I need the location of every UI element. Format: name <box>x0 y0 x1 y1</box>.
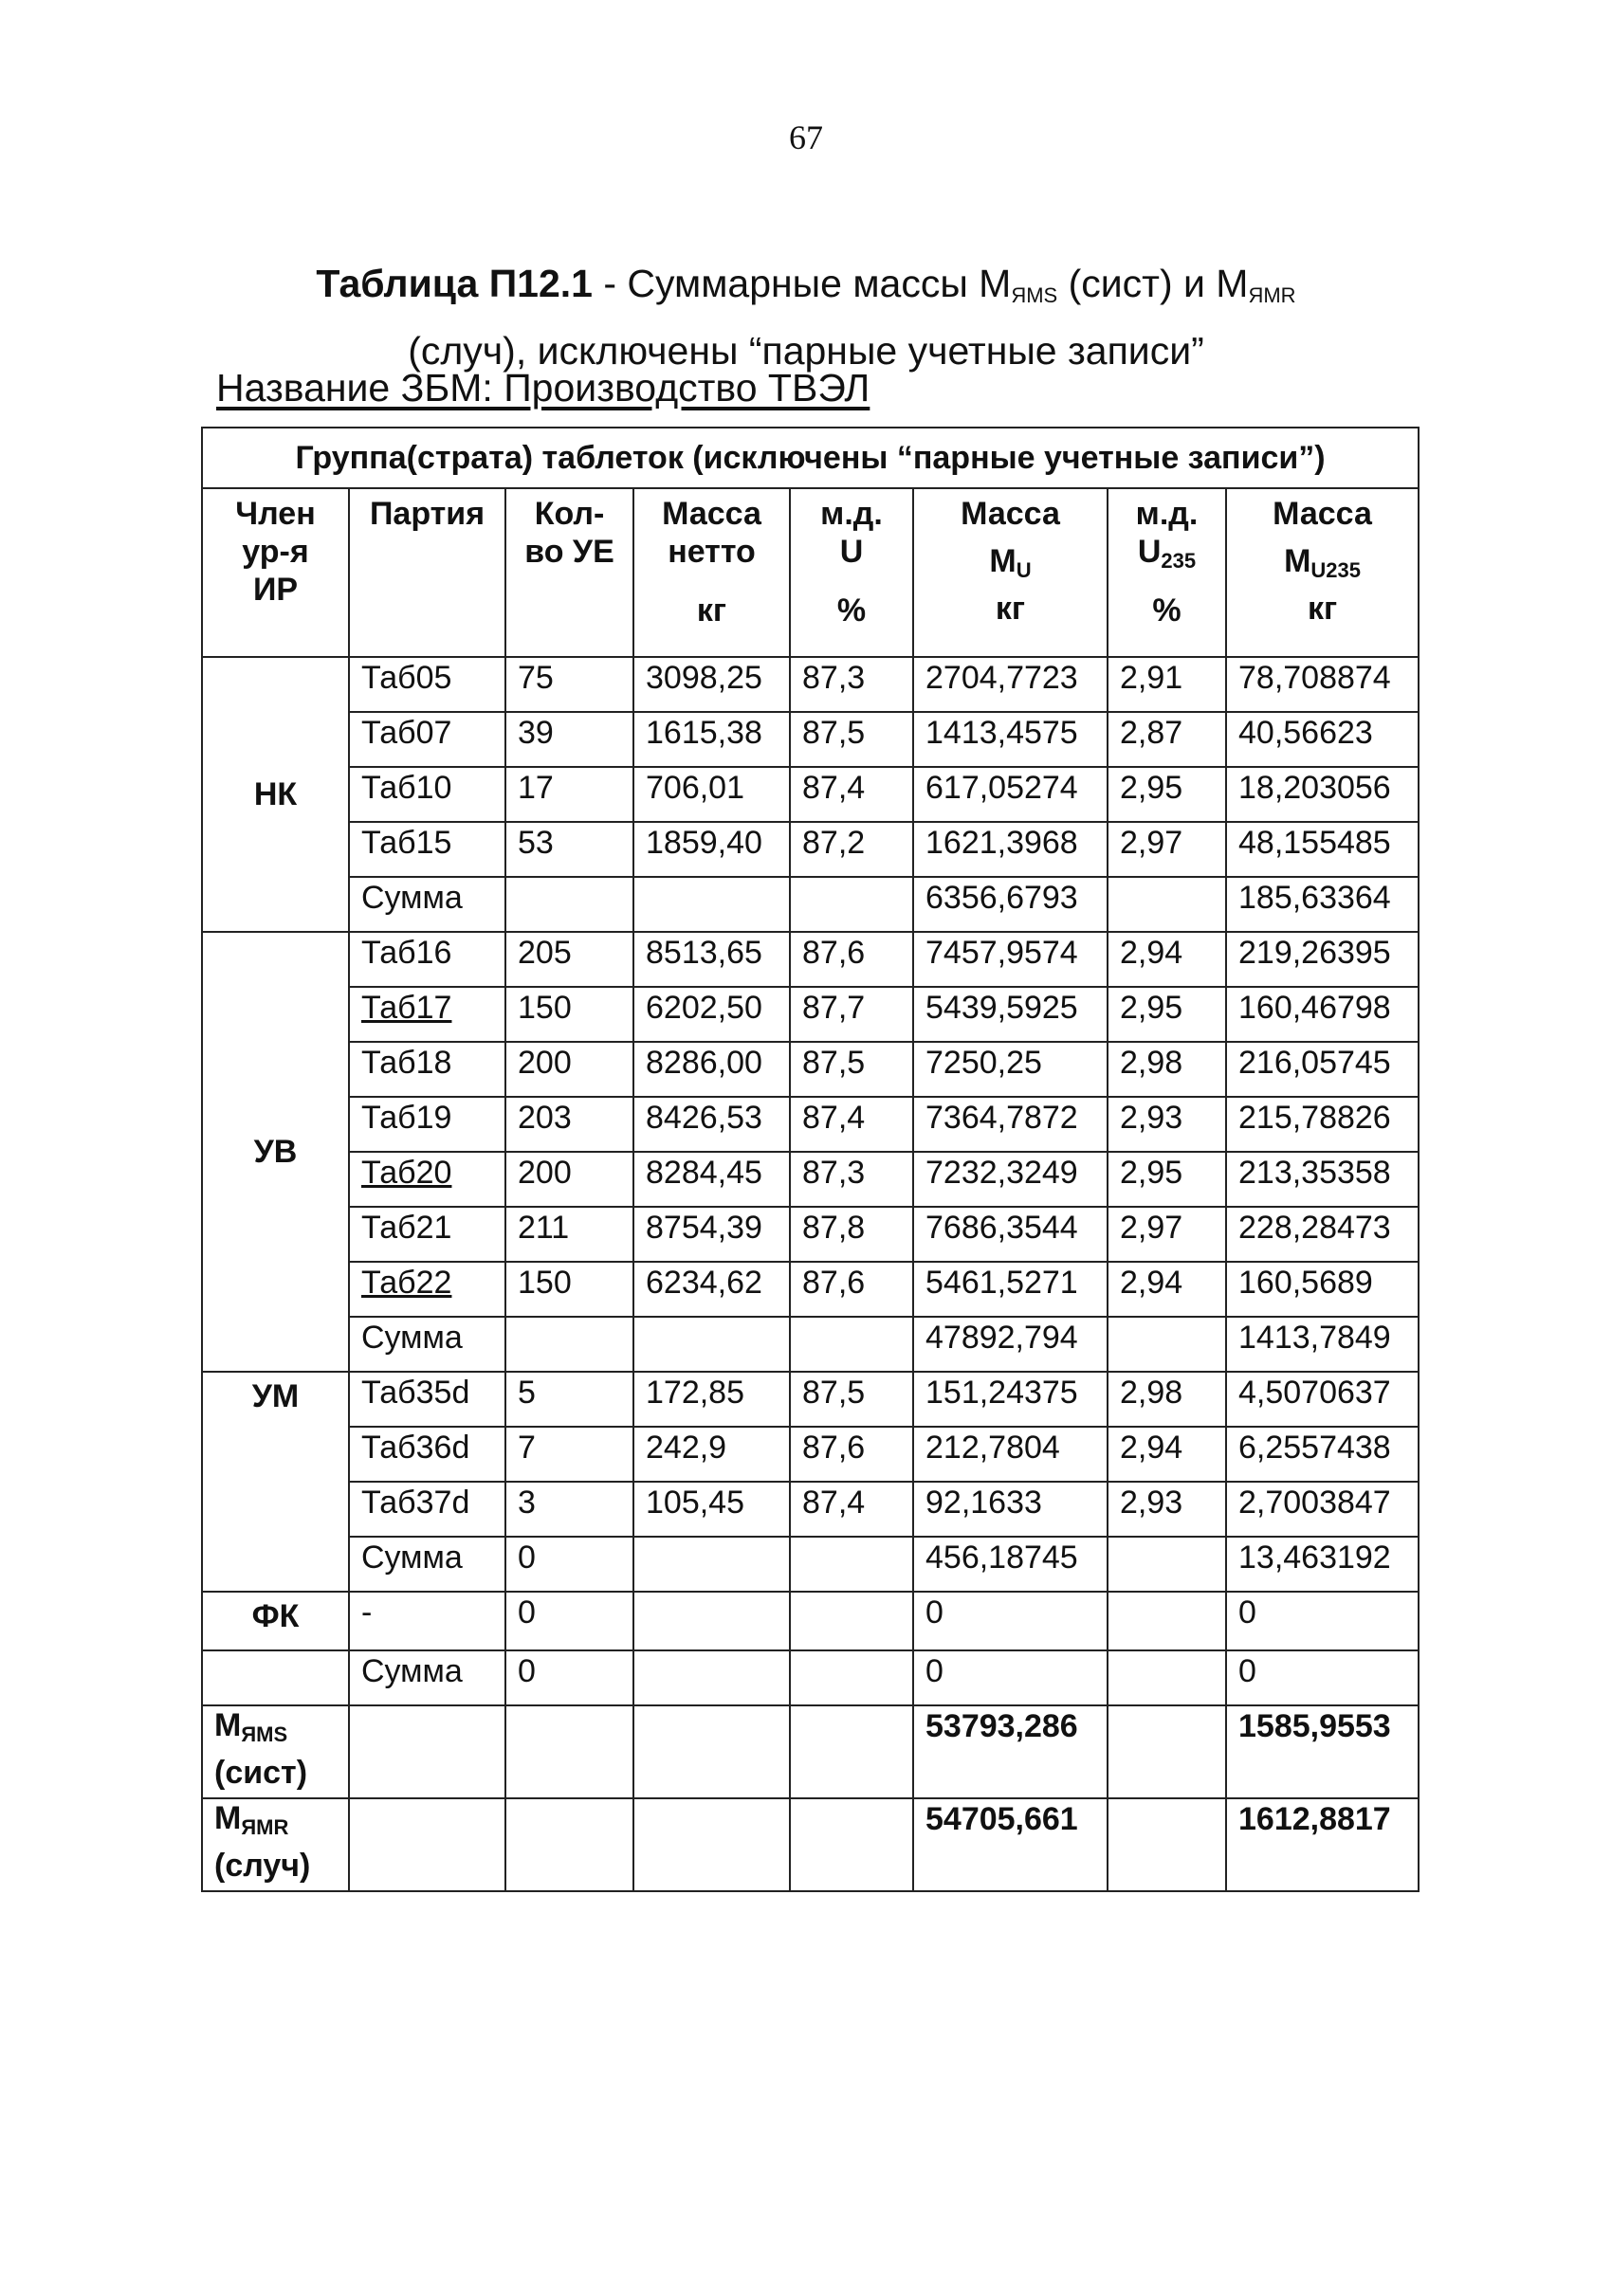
table-row <box>202 1207 1419 1262</box>
total-label-sys: $M_{ЯMS}$ (сист) <box>202 1705 349 1798</box>
u235-fraction: 2,93 <box>1108 1097 1226 1152</box>
caption-text-b: (сист) и M <box>1057 262 1249 305</box>
mass-u: 5439,5925 <box>913 987 1108 1042</box>
mass-u235: 160,46798 <box>1226 987 1419 1042</box>
caption-line-2: (случ), исключены “парные учетные записи” <box>408 329 1204 373</box>
net-mass <box>633 1705 790 1798</box>
caption-line-1 <box>0 256 1612 323</box>
mass-u: 7232,3249 <box>913 1152 1108 1207</box>
u235-fraction: 2,97 <box>1108 1207 1226 1262</box>
mass-u: 151,24375 <box>913 1372 1108 1427</box>
u-fraction: 87,3 <box>790 1152 913 1207</box>
mass-u235: 18,203056 <box>1226 767 1419 822</box>
mass-u: 7364,7872 <box>913 1097 1108 1152</box>
u-fraction: 87,8 <box>790 1207 913 1262</box>
mass-u235: 0 <box>1226 1650 1419 1705</box>
mass-u: 617,05274 <box>913 767 1108 822</box>
net-mass: 8284,45 <box>633 1152 790 1207</box>
mass-u235: 1413,7849 <box>1226 1317 1419 1372</box>
col-header-u235-fraction: м.д. $U_{235}$ % <box>1108 488 1226 657</box>
table-row <box>202 1262 1419 1317</box>
u235-fraction: 2,95 <box>1108 987 1226 1042</box>
mass-u235: 1612,8817 <box>1226 1798 1419 1891</box>
net-mass: 1859,40 <box>633 822 790 877</box>
column-header-row <box>202 488 1419 657</box>
u-fraction <box>790 1650 913 1705</box>
batch: Таб19 <box>349 1097 505 1152</box>
net-mass: 8513,65 <box>633 932 790 987</box>
mass-u235: 0 <box>1226 1592 1419 1650</box>
count <box>505 1798 633 1891</box>
count: 200 <box>505 1152 633 1207</box>
sum-row <box>202 877 1419 932</box>
table-row <box>202 1482 1419 1537</box>
col-header-member: Член ур-я ИР <box>202 488 349 657</box>
caption-table-number: Таблица П12.1 <box>316 262 593 305</box>
table-row <box>202 1427 1419 1482</box>
col-header-count: Кол- во УЕ <box>505 488 633 657</box>
u-fraction: 87,4 <box>790 767 913 822</box>
net-mass <box>633 1650 790 1705</box>
batch: Таб10 <box>349 767 505 822</box>
group-header-row <box>202 428 1419 488</box>
mass-table <box>201 427 1420 1892</box>
mass-u: 53793,286 <box>913 1705 1108 1798</box>
u235-fraction: 2,97 <box>1108 822 1226 877</box>
u-fraction <box>790 1317 913 1372</box>
mass-u: 7250,25 <box>913 1042 1108 1097</box>
net-mass <box>633 1798 790 1891</box>
count: 53 <box>505 822 633 877</box>
count: 5 <box>505 1372 633 1427</box>
u235-fraction <box>1108 1798 1226 1891</box>
count: 0 <box>505 1537 633 1592</box>
table-caption <box>0 256 1612 378</box>
table-row <box>202 1592 1419 1650</box>
mass-u: 456,18745 <box>913 1537 1108 1592</box>
mass-u235: 13,463192 <box>1226 1537 1419 1592</box>
group-header: Группа(страта) таблеток (исключены “парные учетные записи”) <box>202 428 1419 488</box>
sum-row <box>202 1537 1419 1592</box>
table-row <box>202 822 1419 877</box>
u235-fraction: 2,94 <box>1108 1427 1226 1482</box>
batch: Таб35d <box>349 1372 505 1427</box>
sum-row <box>202 1317 1419 1372</box>
col-header-mass-u235: Масса $M_{U235}$ кг <box>1226 488 1419 657</box>
u-fraction: 87,6 <box>790 932 913 987</box>
net-mass <box>633 1537 790 1592</box>
mass-u235: 216,05745 <box>1226 1042 1419 1097</box>
batch: Таб16 <box>349 932 505 987</box>
u235-fraction <box>1108 1537 1226 1592</box>
mass-u: 212,7804 <box>913 1427 1108 1482</box>
member-uv: УВ <box>202 932 349 1372</box>
sum-row <box>202 1650 1419 1705</box>
zbm-name: Название ЗБМ: Производство ТВЭЛ <box>216 366 870 410</box>
page-number: 67 <box>789 118 823 156</box>
u235-fraction: 2,95 <box>1108 767 1226 822</box>
caption-subscript-mr: ЯMR <box>1248 283 1296 307</box>
net-mass <box>633 1592 790 1650</box>
count: 17 <box>505 767 633 822</box>
sum-label: Сумма <box>349 1650 505 1705</box>
mass-u235: 213,35358 <box>1226 1152 1419 1207</box>
batch: Таб15 <box>349 822 505 877</box>
u-fraction <box>790 1705 913 1798</box>
member-empty <box>202 1650 349 1705</box>
u235-fraction <box>1108 1592 1226 1650</box>
u235-fraction <box>1108 877 1226 932</box>
count: 211 <box>505 1207 633 1262</box>
count <box>505 877 633 932</box>
u-fraction: 87,5 <box>790 712 913 767</box>
sum-label: Сумма <box>349 1537 505 1592</box>
u235-fraction: 2,98 <box>1108 1042 1226 1097</box>
batch: Таб17 <box>349 987 505 1042</box>
batch: Таб20 <box>349 1152 505 1207</box>
mass-u: 5461,5271 <box>913 1262 1108 1317</box>
member-um: УМ <box>202 1372 349 1592</box>
mass-u235: 2,7003847 <box>1226 1482 1419 1537</box>
mass-u235: 215,78826 <box>1226 1097 1419 1152</box>
table-row <box>202 1042 1419 1097</box>
batch: Таб36d <box>349 1427 505 1482</box>
count: 3 <box>505 1482 633 1537</box>
u235-fraction <box>1108 1705 1226 1798</box>
mass-u: 1621,3968 <box>913 822 1108 877</box>
net-mass: 6234,62 <box>633 1262 790 1317</box>
col-header-u-fraction: м.д. U % <box>790 488 913 657</box>
u-fraction: 87,2 <box>790 822 913 877</box>
u-fraction <box>790 877 913 932</box>
u235-fraction <box>1108 1317 1226 1372</box>
count: 75 <box>505 657 633 712</box>
total-row-rand <box>202 1798 1419 1891</box>
sum-label: Сумма <box>349 1317 505 1372</box>
count: 203 <box>505 1097 633 1152</box>
u-fraction: 87,7 <box>790 987 913 1042</box>
mass-u: 1413,4575 <box>913 712 1108 767</box>
table-row <box>202 712 1419 767</box>
u-fraction: 87,6 <box>790 1427 913 1482</box>
u235-fraction: 2,94 <box>1108 932 1226 987</box>
table-row <box>202 1097 1419 1152</box>
mass-u235: 1585,9553 <box>1226 1705 1419 1798</box>
u-fraction: 87,5 <box>790 1372 913 1427</box>
sum-label: Сумма <box>349 877 505 932</box>
table-row <box>202 657 1419 712</box>
mass-u235: 78,708874 <box>1226 657 1419 712</box>
table-row <box>202 1152 1419 1207</box>
mass-u235: 160,5689 <box>1226 1262 1419 1317</box>
net-mass: 8426,53 <box>633 1097 790 1152</box>
batch <box>349 1705 505 1798</box>
net-mass <box>633 1317 790 1372</box>
mass-u: 6356,6793 <box>913 877 1108 932</box>
net-mass <box>633 877 790 932</box>
mass-u235: 48,155485 <box>1226 822 1419 877</box>
col-header-batch: Партия <box>349 488 505 657</box>
table-row <box>202 1372 1419 1427</box>
mass-u: 47892,794 <box>913 1317 1108 1372</box>
u-fraction: 87,4 <box>790 1097 913 1152</box>
mass-u: 7457,9574 <box>913 932 1108 987</box>
u235-fraction: 2,93 <box>1108 1482 1226 1537</box>
batch: Таб37d <box>349 1482 505 1537</box>
mass-u: 54705,661 <box>913 1798 1108 1891</box>
u-fraction: 87,5 <box>790 1042 913 1097</box>
net-mass: 6202,50 <box>633 987 790 1042</box>
batch: Таб05 <box>349 657 505 712</box>
mass-u235: 228,28473 <box>1226 1207 1419 1262</box>
batch: - <box>349 1592 505 1650</box>
member-nk: НК <box>202 657 349 932</box>
mass-u235: 185,63364 <box>1226 877 1419 932</box>
count: 7 <box>505 1427 633 1482</box>
mass-u: 2704,7723 <box>913 657 1108 712</box>
col-header-net-mass: Масса нетто кг <box>633 488 790 657</box>
count: 39 <box>505 712 633 767</box>
u-fraction <box>790 1592 913 1650</box>
u235-fraction: 2,87 <box>1108 712 1226 767</box>
count: 205 <box>505 932 633 987</box>
batch: Таб07 <box>349 712 505 767</box>
u235-fraction <box>1108 1650 1226 1705</box>
count: 0 <box>505 1650 633 1705</box>
net-mass: 8754,39 <box>633 1207 790 1262</box>
net-mass: 172,85 <box>633 1372 790 1427</box>
count: 200 <box>505 1042 633 1097</box>
mass-u: 0 <box>913 1592 1108 1650</box>
count <box>505 1317 633 1372</box>
net-mass: 706,01 <box>633 767 790 822</box>
table-row <box>202 932 1419 987</box>
count: 150 <box>505 1262 633 1317</box>
mass-u: 92,1633 <box>913 1482 1108 1537</box>
net-mass: 3098,25 <box>633 657 790 712</box>
batch: Таб21 <box>349 1207 505 1262</box>
net-mass: 105,45 <box>633 1482 790 1537</box>
table-row <box>202 767 1419 822</box>
count <box>505 1705 633 1798</box>
mass-u235: 6,2557438 <box>1226 1427 1419 1482</box>
u235-fraction: 2,91 <box>1108 657 1226 712</box>
mass-u: 7686,3544 <box>913 1207 1108 1262</box>
count: 0 <box>505 1592 633 1650</box>
total-row-sys <box>202 1705 1419 1798</box>
member-fk: ФК <box>202 1592 349 1650</box>
caption-text-a: - Суммарные массы M <box>592 262 1012 305</box>
count: 150 <box>505 987 633 1042</box>
u-fraction: 87,6 <box>790 1262 913 1317</box>
u235-fraction: 2,94 <box>1108 1262 1226 1317</box>
net-mass: 8286,00 <box>633 1042 790 1097</box>
u-fraction <box>790 1537 913 1592</box>
batch <box>349 1798 505 1891</box>
u235-fraction: 2,98 <box>1108 1372 1226 1427</box>
batch: Таб22 <box>349 1262 505 1317</box>
u-fraction <box>790 1798 913 1891</box>
net-mass: 1615,38 <box>633 712 790 767</box>
u235-fraction: 2,95 <box>1108 1152 1226 1207</box>
batch: Таб18 <box>349 1042 505 1097</box>
u-fraction: 87,4 <box>790 1482 913 1537</box>
mass-u235: 4,5070637 <box>1226 1372 1419 1427</box>
net-mass: 242,9 <box>633 1427 790 1482</box>
u-fraction: 87,3 <box>790 657 913 712</box>
caption-subscript-ms: ЯMS <box>1011 283 1058 307</box>
mass-u: 0 <box>913 1650 1108 1705</box>
mass-u235: 40,56623 <box>1226 712 1419 767</box>
col-header-mass-u: Масса $M_U$ кг <box>913 488 1108 657</box>
mass-u235: 219,26395 <box>1226 932 1419 987</box>
table-row <box>202 987 1419 1042</box>
total-label-rand: $M_{ЯMR}$ (случ) <box>202 1798 349 1891</box>
